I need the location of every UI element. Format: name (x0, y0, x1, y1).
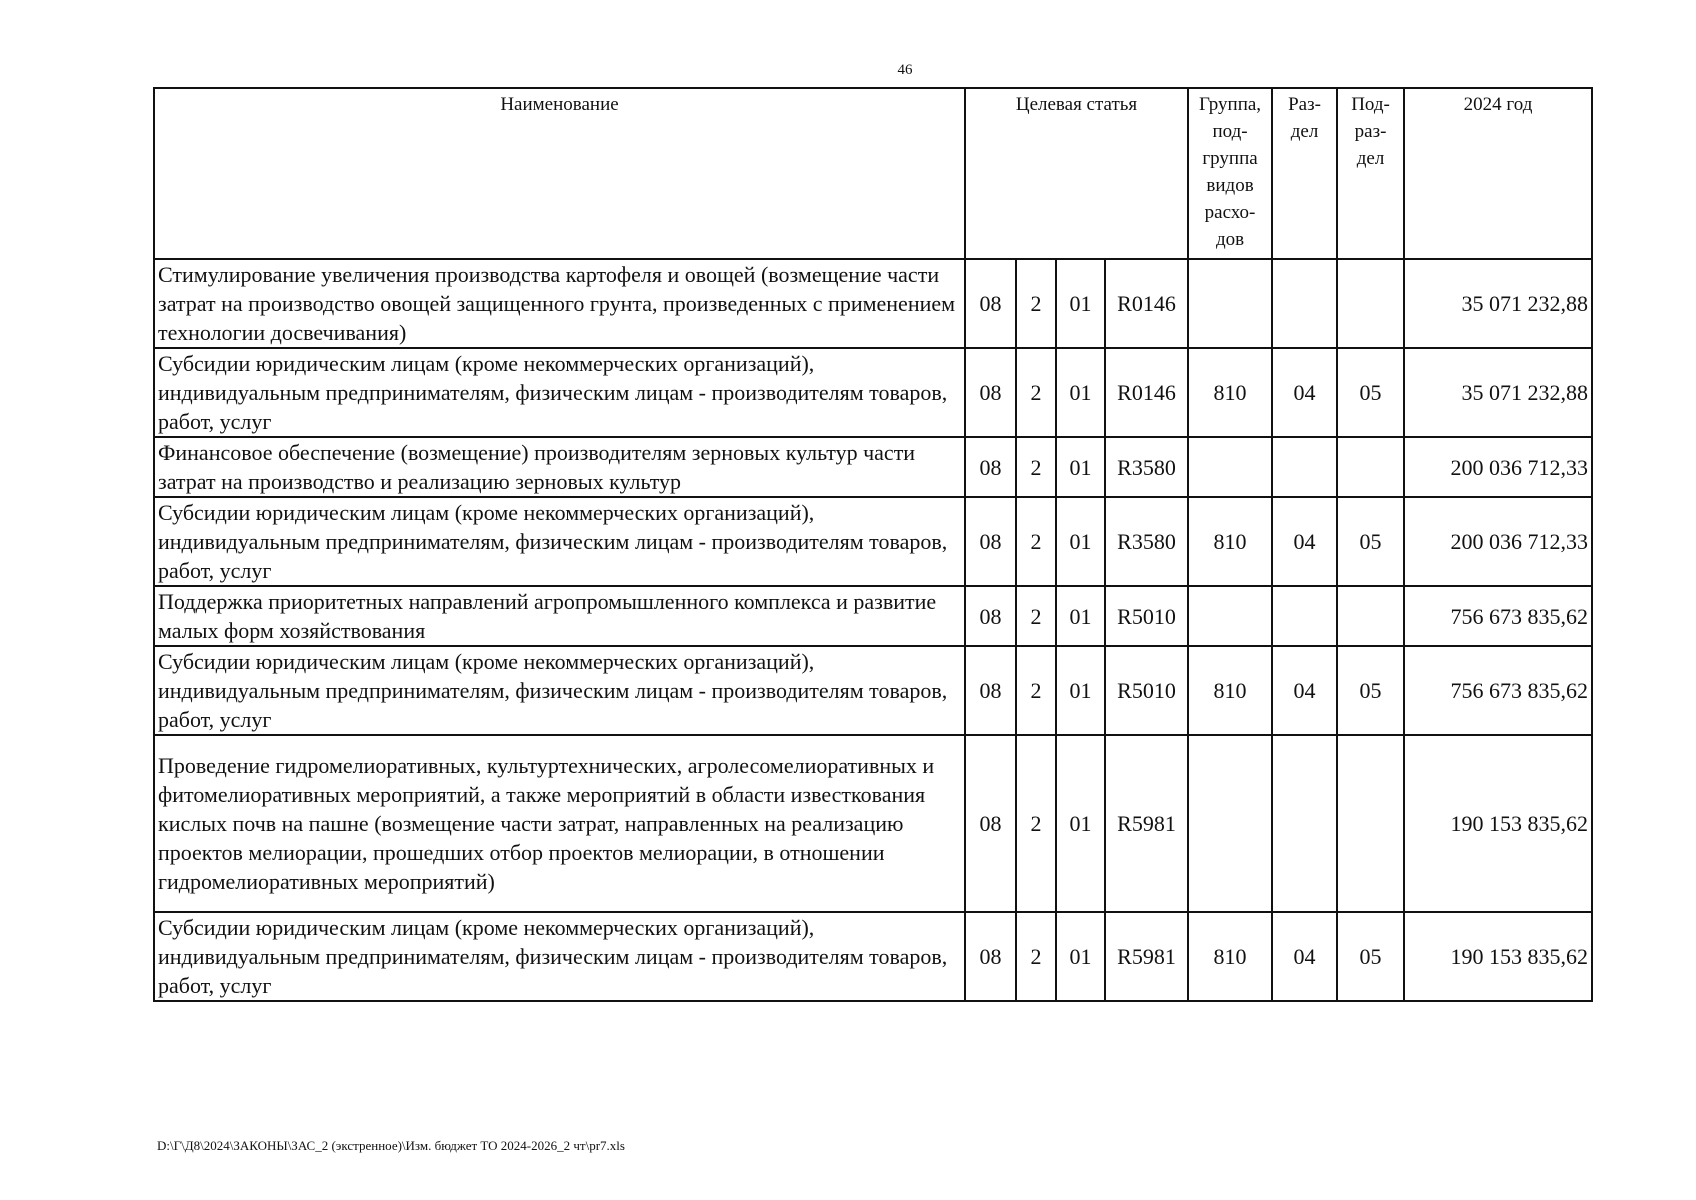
table-row (154, 259, 1592, 348)
row-code-program: 08 (965, 586, 1016, 646)
row-code-event: 01 (1056, 259, 1105, 348)
header-section-text: Раз-дел (1288, 94, 1321, 142)
row-name: Субсидии юридическим лицам (кроме некоммерческих организаций), индивидуальным предпринимателям, физическим лицам - производителям товаров, работ, услуг (154, 348, 965, 437)
row-section (1272, 437, 1337, 497)
row-section: 04 (1272, 497, 1337, 586)
table-row (154, 912, 1592, 1001)
row-expense-group: 810 (1188, 912, 1272, 1001)
row-amount: 200 036 712,33 (1404, 497, 1592, 586)
row-section: 04 (1272, 646, 1337, 735)
header-year: 2024 год (1404, 88, 1592, 259)
row-expense-group (1188, 735, 1272, 912)
row-code-event: 01 (1056, 497, 1105, 586)
row-section: 04 (1272, 912, 1337, 1001)
row-code-program: 08 (965, 646, 1016, 735)
row-code-subprogram: 2 (1016, 348, 1056, 437)
row-code-direction: R0146 (1105, 348, 1188, 437)
row-section (1272, 735, 1337, 912)
header-subsection (1337, 88, 1404, 259)
row-subsection (1337, 586, 1404, 646)
header-expense-group (1188, 88, 1272, 259)
header-expense-group-text: Группа, под-группа видов расхо-дов (1199, 94, 1262, 250)
row-subsection: 05 (1337, 912, 1404, 1001)
row-subsection: 05 (1337, 646, 1404, 735)
row-code-program: 08 (965, 735, 1016, 912)
row-name: Поддержка приоритетных направлений агропромышленного комплекса и развитие малых форм хозяйствования (154, 586, 965, 646)
row-name: Проведение гидромелиоративных, культуртехнических, агролесомелиоративных и фитомелиоративных мероприятий, а также мероприятий в области известкования кислых почв на пашне (возмещение части затрат, направленных на реализацию проектов мелиорации, прошедших отбор проектов мелиорации, в отношении гидромелиоративных мероприятий) (154, 735, 965, 912)
table-row (154, 437, 1592, 497)
row-subsection: 05 (1337, 348, 1404, 437)
row-code-direction: R5981 (1105, 735, 1188, 912)
page-number: 46 (897, 62, 913, 78)
row-name: Стимулирование увеличения производства картофеля и овощей (возмещение части затрат на производство овощей защищенного грунта, произведенных с применением технологии досвечивания) (154, 259, 965, 348)
table-row (154, 735, 1592, 912)
row-expense-group: 810 (1188, 497, 1272, 586)
row-amount: 190 153 835,62 (1404, 735, 1592, 912)
row-code-program: 08 (965, 259, 1016, 348)
footer-file-path: D:\Г\Д8\2024\ЗАКОНЫ\ЗАС_2 (экстренное)\Изм. бюджет ТО 2024-2026_2 чт\pr7.xls (157, 1138, 625, 1153)
row-name: Субсидии юридическим лицам (кроме некоммерческих организаций), индивидуальным предпринимателям, физическим лицам - производителям товаров, работ, услуг (154, 497, 965, 586)
row-subsection (1337, 437, 1404, 497)
row-amount: 200 036 712,33 (1404, 437, 1592, 497)
row-code-program: 08 (965, 348, 1016, 437)
row-expense-group: 810 (1188, 348, 1272, 437)
row-amount: 756 673 835,62 (1404, 646, 1592, 735)
table-header-row (154, 88, 1592, 259)
row-section (1272, 586, 1337, 646)
row-expense-group (1188, 437, 1272, 497)
row-amount: 756 673 835,62 (1404, 586, 1592, 646)
row-code-event: 01 (1056, 437, 1105, 497)
row-code-subprogram: 2 (1016, 646, 1056, 735)
row-code-event: 01 (1056, 646, 1105, 735)
table-row (154, 348, 1592, 437)
row-code-direction: R5981 (1105, 912, 1188, 1001)
row-code-subprogram: 2 (1016, 497, 1056, 586)
row-code-program: 08 (965, 437, 1016, 497)
row-section (1272, 259, 1337, 348)
row-code-direction: R5010 (1105, 646, 1188, 735)
row-expense-group (1188, 259, 1272, 348)
row-section: 04 (1272, 348, 1337, 437)
row-code-event: 01 (1056, 735, 1105, 912)
row-subsection (1337, 259, 1404, 348)
row-code-event: 01 (1056, 348, 1105, 437)
table-row (154, 497, 1592, 586)
row-subsection: 05 (1337, 497, 1404, 586)
table-row (154, 586, 1592, 646)
row-code-subprogram: 2 (1016, 586, 1056, 646)
row-amount: 35 071 232,88 (1404, 259, 1592, 348)
header-target-article: Целевая статья (965, 88, 1188, 259)
row-code-direction: R3580 (1105, 437, 1188, 497)
row-amount: 35 071 232,88 (1404, 348, 1592, 437)
row-code-event: 01 (1056, 586, 1105, 646)
header-subsection-text: Под-раз-дел (1351, 94, 1390, 169)
row-code-direction: R0146 (1105, 259, 1188, 348)
row-code-direction: R3580 (1105, 497, 1188, 586)
row-subsection (1337, 735, 1404, 912)
row-code-program: 08 (965, 497, 1016, 586)
row-code-subprogram: 2 (1016, 437, 1056, 497)
budget-table (153, 87, 1593, 1002)
row-code-direction: R5010 (1105, 586, 1188, 646)
row-name: Субсидии юридическим лицам (кроме некоммерческих организаций), индивидуальным предпринимателям, физическим лицам - производителям товаров, работ, услуг (154, 646, 965, 735)
row-code-program: 08 (965, 912, 1016, 1001)
table-row (154, 646, 1592, 735)
row-code-subprogram: 2 (1016, 912, 1056, 1001)
header-name: Наименование (154, 88, 965, 259)
row-code-subprogram: 2 (1016, 259, 1056, 348)
row-amount: 190 153 835,62 (1404, 912, 1592, 1001)
row-code-subprogram: 2 (1016, 735, 1056, 912)
row-expense-group: 810 (1188, 646, 1272, 735)
row-name: Финансовое обеспечение (возмещение) производителям зерновых культур части затрат на производство и реализацию зерновых культур (154, 437, 965, 497)
row-code-event: 01 (1056, 912, 1105, 1001)
header-section (1272, 88, 1337, 259)
row-name: Субсидии юридическим лицам (кроме некоммерческих организаций), индивидуальным предпринимателям, физическим лицам - производителям товаров, работ, услуг (154, 912, 965, 1001)
row-expense-group (1188, 586, 1272, 646)
